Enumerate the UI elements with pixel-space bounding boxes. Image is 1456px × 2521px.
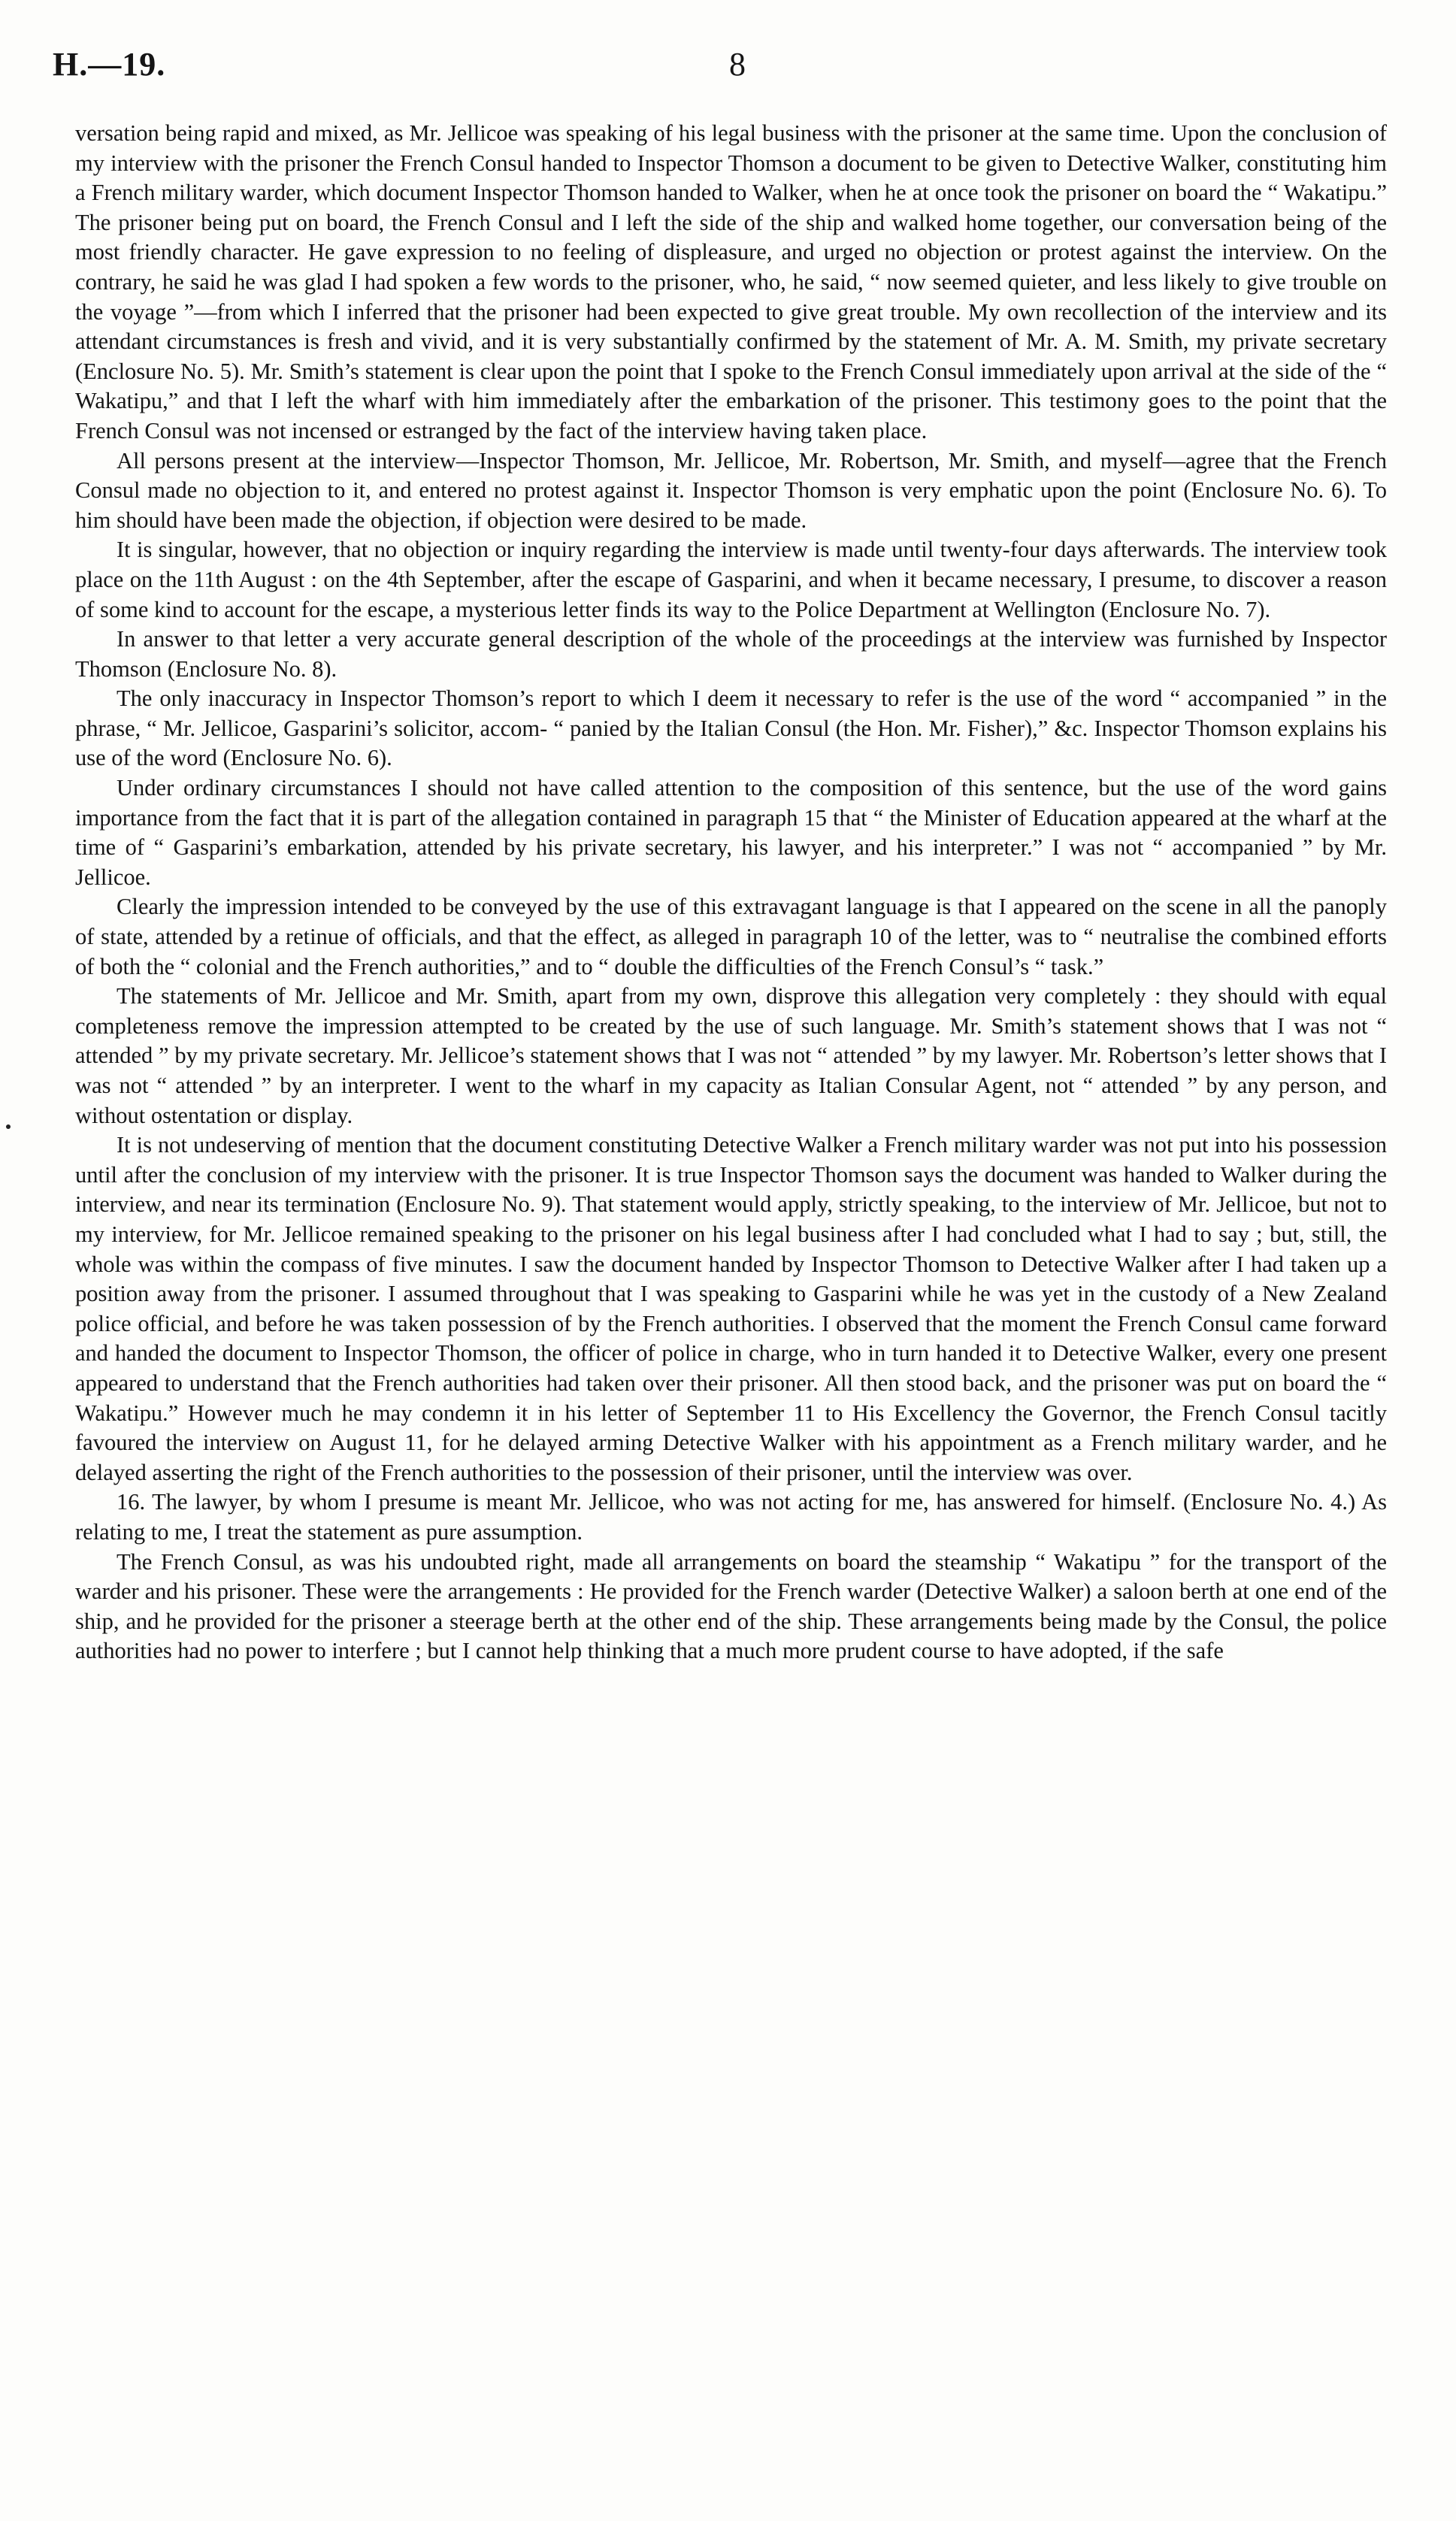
paragraph-10: 16. The lawyer, by whom I presume is meant Mr. Jellicoe, who was not acting for me, has answered for himself. (Enclosure No. 4.) As relating to me, I treat the statement as pure assumption. [75,1489,1387,1545]
paragraph-8: The statements of Mr. Jellicoe and Mr. Smith, apart from my own, disprove this allegation very completely : they should with equal completeness remove the impression attempted to be created by the use of such language. Mr. Smith’s statement shows that I was not “ attended ” by my private secretary. Mr. Jellicoe’s statement shows that I was not “ attended ” by my lawyer. Mr. Robertson’s letter shows that I was not “ attended ” by an interpreter. I went to the wharf in my capacity as Italian Consular Agent, not “ attended ” by any person, and without ostentation or display. [75,983,1387,1128]
paragraph-9: It is not undeserving of mention that the document constituting Detective Walker a French military warder was not put into his possession until after the conclusion of my interview with the prisoner. It is true Inspector Thomson says the document was handed to Walker during the interview, and near its termination (Enclosure No. 9). That statement would apply, strictly speaking, to the interview of Mr. Jellicoe, but not to my interview, for Mr. Jellicoe remained speaking to the prisoner on his legal business after I had concluded what I had to say ; but, still, the whole was within the compass of five minutes. I saw the document handed by Inspector Thomson to Detective Walker after I had taken up a position away from the prisoner. I assumed throughout that I was speaking to Gasparini while he was yet in the custody of a New Zealand police official, and before he was taken possession of by the French authorities. I observed that the moment the French Consul came forward and handed the document to Inspector Thomson, the officer of police in charge, who in turn handed it to Detective Walker, every one present appeared to understand that the French authorities had taken over their prisoner. All then stood back, and the prisoner was put on board the “ Wakatipu.” However much he may condemn it in his letter of September 11 to His Excellency the Governor, the French Consul tacitly favoured the interview on August 11, for he delayed arming Detective Walker with his appointment as a French military warder, and he delayed asserting the right of the French authorities to the possession of their prisoner, until the interview was over. [75,1132,1387,1485]
paragraph-3: It is singular, however, that no objection or inquiry regarding the interview is made until twenty-four days afterwards. The interview took place on the 11th August : on the 4th September, after the escape of Gasparini, and when it became necessary, I presume, to discover a reason of some kind to account for the escape, a mysterious letter finds its way to the Police Department at Wellington (Enclosure No. 7). [75,537,1387,622]
paragraph-1: versation being rapid and mixed, as Mr. Jellicoe was speaking of his legal business with the prisoner at the same time. Upon the conclusion of my interview with the prisoner the French Consul handed to Inspector Thomson a document to be given to Detective Walker, constituting him a French military warder, which document Inspector Thomson handed to Walker, when he at once took the prisoner on board the “ Wakatipu.” The prisoner being put on board, the French Consul and I left the side of the ship and walked home together, our conversation being of the most friendly character. He gave expression to no feeling of displeasure, and urged no objection or protest against the interview. On the contrary, he said he was glad I had spoken a few words to the prisoner, who, he said, “ now seemed quieter, and less likely to give trouble on the voyage ”—from which I inferred that the prisoner had been expected to give great trouble. My own recollection of the interview and its attendant circumstances is fresh and vivid, and it is very substantially confirmed by the statement of Mr. A. M. Smith, my private secretary (Enclosure No. 5). Mr. Smith’s statement is clear upon the point that I spoke to the French Consul immediately upon arrival at the side of the “ Wakatipu,” and that I left the wharf with him immediately after the embarkation of the prisoner. This testimony goes to the point that the French Consul was not incensed or estranged by the fact of the interview having taken place. [75,120,1387,443]
paragraph-6: Under ordinary circumstances I should not have called attention to the composition of this sentence, but the use of the word gains importance from the fact that it is part of the allegation contained in paragraph 15 that “ the Minister of Education appeared at the wharf at the time of “ Gasparini’s embarkation, attended by his private secretary, his lawyer, and his interpreter.” I was not “ accompanied ” by Mr. Jellicoe. [75,775,1387,890]
document-reference: H.—19. [53,46,166,83]
paragraph-11: The French Consul, as was his undoubted right, made all arrangements on board the steamship “ Wakatipu ” for the transport of the warder and his prisoner. These were the arrangements : He provided for the French warder (Detective Walker) a saloon berth at one end of the ship, and he provided for the prisoner a steerage berth at the other end of the ship. These arrangements being made by the Consul, the police authorities had no power to interfere ; but I cannot help thinking that a much more prudent course to have adopted, if the safe [75,1548,1387,1664]
paragraph-2: All persons present at the interview—Inspector Thomson, Mr. Jellicoe, Mr. Robertson, Mr. Smith, and myself—agree that the French Consul made no objection to it, and entered no protest against it. Inspector Thomson is very emphatic upon the point (Enclosure No. 6). To him should have been made the objection, if objection were desired to be made. [75,447,1387,533]
margin-dot-mark [6,1124,11,1129]
paragraph-4: In answer to that letter a very accurate general description of the whole of the proceedings at the interview was furnished by Inspector Thomson (Enclosure No. 8). [75,626,1387,682]
page-header [53,45,1398,98]
body-text [75,119,1387,2464]
paragraph-5: The only inaccuracy in Inspector Thomson’s report to which I deem it necessary to refer is the use of the word “ accompanied ” in the phrase, “ Mr. Jellicoe, Gasparini’s solicitor, accom- “ panied by the Italian Consul (the Hon. Mr. Fisher),” &c. Inspector Thomson explains his use of the word (Enclosure No. 6). [75,685,1387,771]
page-number: 8 [729,46,746,83]
paragraph-7: Clearly the impression intended to be conveyed by the use of this extravagant language is that I appeared on the scene in all the panoply of state, attended by a retinue of officials, and that the effect, as alleged in paragraph 10 of the letter, was to “ neutralise the combined efforts of both the “ colonial and the French authorities,” and to “ double the difficulties of the French Consul’s “ task.” [75,894,1387,979]
